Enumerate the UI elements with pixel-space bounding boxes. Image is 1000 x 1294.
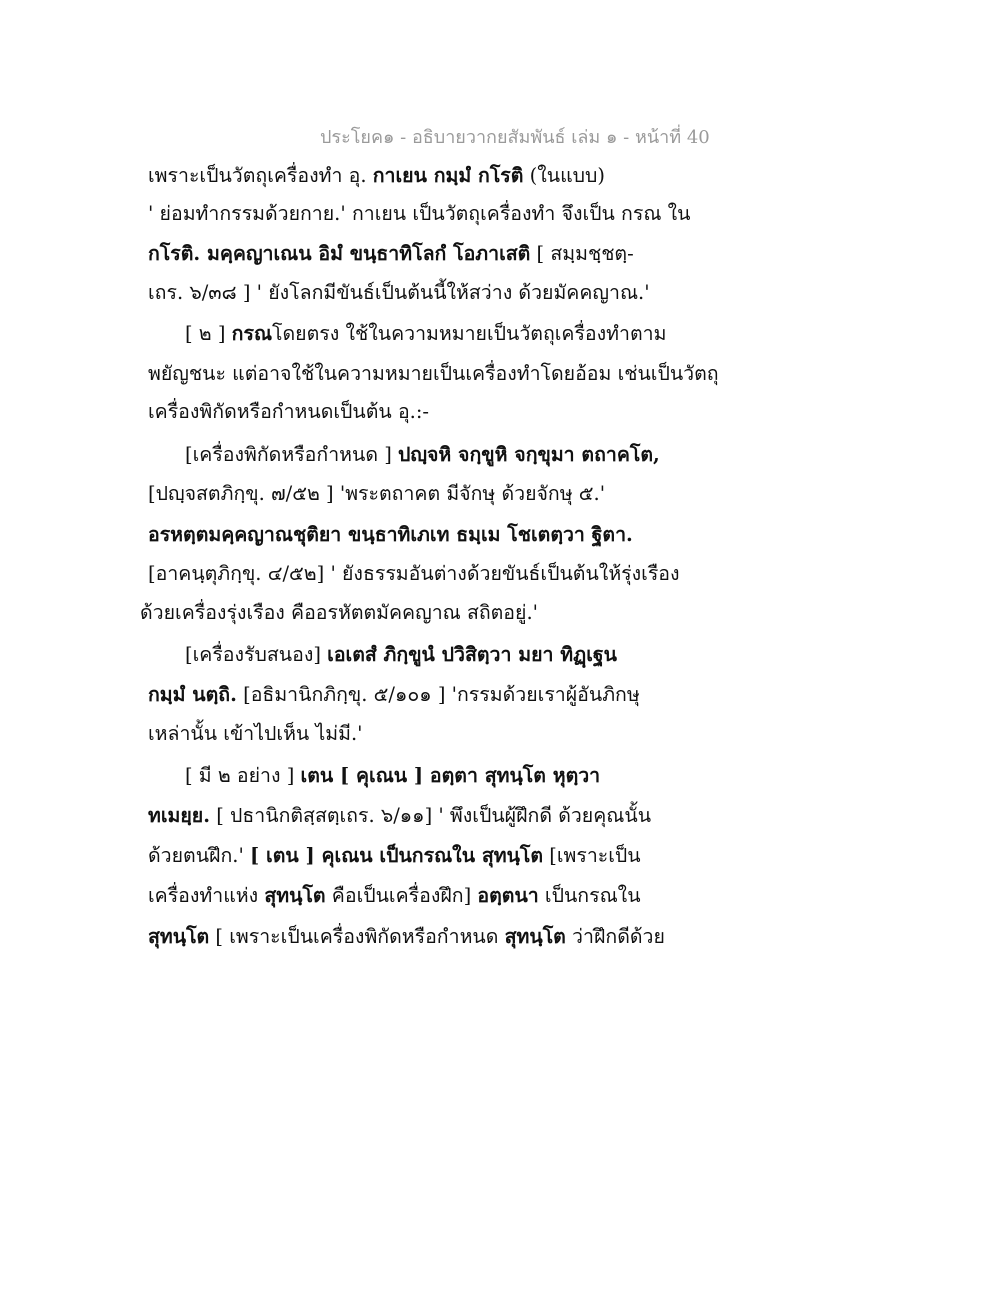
pali-bold-text: กรณ [231,322,273,345]
body-text: [ มี ๒ อย่าง ] [185,764,301,787]
text-line-10 [148,517,708,553]
text-line-6 [148,356,719,392]
pali-bold-text: อรหตฺตมคฺคญาณชุติยา ขนฺธาทิเภเท ธมฺเม โชเตตฺวา ฐิตา. [148,523,633,546]
body-text: ด้วยเครื่องรุ่งเรือง คืออรหัตตมัคคญาณ สถิตอยู่.' [140,601,539,624]
pali-bold-text: กมฺมํ นตฺถิ. [148,683,237,706]
pali-bold-text: กาเยน กมฺมํ กโรติ [372,164,524,187]
text-line-16 [185,758,745,794]
text-line-19 [148,878,708,914]
text-line-8 [185,437,745,473]
body-text: คือเป็นเครื่องฝึก] [325,884,478,907]
text-line-20 [148,919,708,955]
pali-bold-text: กโรติ. มคฺคญาเณน อิมํ ขนฺธาทิโลกํ โอภาเสติ [148,242,531,265]
body-text: เป็นกรณใน [538,884,641,907]
body-text: ด้วยตนฝึก.' [148,844,251,867]
body-text: [เครื่องพิกัดหรือกำหนด ] [185,443,398,466]
text-line-7 [148,394,708,430]
pali-bold-text: เอเตสํ ภิกฺขูนํ ปวิสิตฺวา มยา ทิฏฺเฐน [327,643,617,666]
body-text: เถร. ๖/๓๘ ] ' ยังโลกมีขันธ์เป็นต้นนี้ให้สว่าง ด้วยมัคคญาณ.' [148,281,650,304]
body-text: โดยตรง ใช้ในความหมายเป็นวัตถุเครื่องทำตาม [272,322,667,345]
pali-bold-text: สุทนฺโต [264,884,326,907]
text-line-2 [148,196,708,232]
body-text: [อาคนฺตุภิกฺขุ. ๔/๕๒] ' ยังธรรมอันต่างด้วยขันธ์เป็นต้นให้รุ่งเรือง [148,562,680,585]
body-text: ' ย่อมทำกรรมด้วยกาย.' กาเยน เป็นวัตถุเครื่องทำ จึงเป็น กรณ ใน [148,202,691,225]
body-text: [ ๒ ] [185,322,232,345]
pali-bold-text: [ เตน ] คุเณน เป็นกรณใน สุทนฺโต [250,844,544,867]
pali-bold-text: อตฺตนา [477,884,539,907]
body-text: เครื่องพิกัดหรือกำหนดเป็นต้น อุ.:- [148,400,430,423]
pali-bold-text: สุทนฺโต [148,925,210,948]
body-text: พยัญชนะ แต่อาจใช้ในความหมายเป็นเครื่องทำโดยอ้อม เช่นเป็นวัตถุ [148,362,719,385]
text-line-4 [148,275,708,311]
body-text: [ สมฺมชฺชตฺ- [530,242,634,265]
text-line-14 [148,677,708,713]
body-text: [ ปธานิกติสฺสตฺเถร. ๖/๑๑] ' พึงเป็นผู้ฝึกดี ด้วยคุณนั้น [210,804,652,827]
text-line-5 [185,316,745,352]
body-text: [อธิมานิกภิกฺขุ. ๕/๑๐๑ ] 'กรรมด้วยเราผู้อันภิกษุ [236,683,640,706]
text-line-18 [148,838,708,874]
text-line-17 [148,798,708,834]
text-line-9 [148,476,708,512]
body-text: [เครื่องรับสนอง] [185,643,328,666]
text-line-3 [148,236,708,272]
text-line-1 [148,158,708,194]
text-line-11 [148,556,708,592]
body-text: เหล่านั้น เข้าไปเห็น ไม่มี.' [148,722,363,745]
pali-bold-text: เตน [ คุเณน ] อตฺตา สุทนฺโต หุตฺวา [300,764,601,787]
body-text: [ เพราะเป็นเครื่องพิกัดหรือกำหนด [209,925,505,948]
body-text: [ปญฺจสตภิกฺขุ. ๗/๕๒ ] 'พระตถาคต มีจักษุ ด้วยจักษุ ๕.' [148,482,606,505]
body-text: [เพราะเป็น [543,844,641,867]
pali-bold-text: ทเมยฺย. [148,804,211,827]
body-text: (ในแบบ) [523,164,606,187]
page-header: ประโยค๑ - อธิบายวากยสัมพันธ์ เล่ม ๑ - หน้าที่ 40 [320,127,710,148]
pali-bold-text: ปญฺจหิ จกฺขูหิ จกฺขุมา ตถาคโต, [398,443,660,466]
text-line-13 [185,637,745,673]
body-text: ว่าฝึกดีด้วย [565,925,665,948]
text-line-15 [148,716,708,752]
text-line-12 [140,595,700,631]
body-text: เครื่องทำแห่ง [148,884,265,907]
body-text: เพราะเป็นวัตถุเครื่องทำ อุ. [148,164,373,187]
pali-bold-text: สุทนฺโต [504,925,566,948]
